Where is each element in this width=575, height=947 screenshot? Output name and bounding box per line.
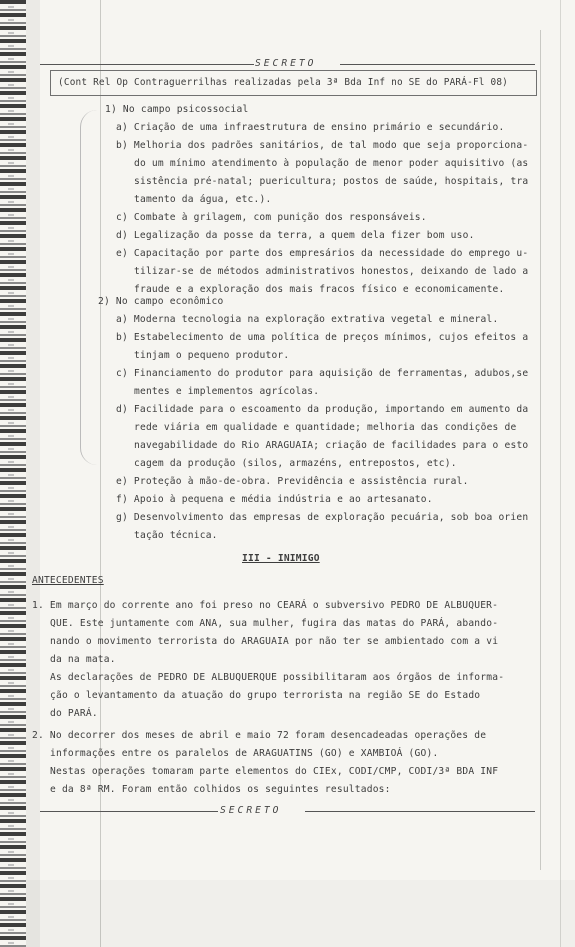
scan-shadow — [26, 880, 575, 947]
text-line: informações entre os paralelos de ARAGUATINS (GO) e XAMBIOÁ (GO). — [50, 748, 439, 759]
text-line: QUE. Este juntamente com ANA, sua mulher, fugira das matas do PARÁ, abando- — [50, 618, 499, 629]
text-line: tamento da água, etc.). — [134, 194, 272, 205]
text-line: da na mata. — [50, 654, 116, 665]
page-ruling — [560, 0, 561, 947]
text-line: tilizar-se de métodos administrativos honestos, deixando de lado a — [134, 266, 529, 277]
spiral-binding — [0, 0, 26, 947]
page-ruling — [540, 30, 541, 870]
text-line: Nestas operações tomaram parte elementos do CIEx, CODI/CMP, CODI/3ª BDA INF — [50, 766, 499, 777]
text-line: tinjam o pequeno produtor. — [134, 350, 290, 361]
text-line: a) Criação de uma infraestrutura de ensino primário e secundário. — [116, 122, 505, 133]
text-line: cagem da produção (silos, armazéns, entrepostos, etc). — [134, 458, 457, 469]
stamp-rule — [340, 64, 535, 65]
text-line: g) Desenvolvimento das empresas de exploração pecuária, sob boa orien — [116, 512, 529, 523]
text-line: 1. Em março do corrente ano foi preso no CEARÁ o subversivo PEDRO DE ALBUQUER- — [32, 600, 499, 611]
text-line: As declarações de PEDRO DE ALBUQUERQUE possibilitaram aos órgãos de informa- — [50, 672, 505, 683]
section-heading: 2) No campo econômico — [98, 296, 224, 307]
text-line: d) Facilidade para o escoamento da produção, importando em aumento da — [116, 404, 529, 415]
text-line: fraude e a exploração dos mais fracos físico e economicamente. — [134, 284, 505, 295]
text-line: nando o movimento terrorista do ARAGUAIA por não ter se ambientado com a vi — [50, 636, 499, 647]
text-line: ção o levantamento da atuação do grupo terrorista na região SE do Estado — [50, 690, 481, 701]
text-line: sistência pré-natal; puericultura; postos de saúde, hospitais, tra — [134, 176, 529, 187]
stamp-rule — [40, 811, 218, 812]
text-line: tação técnica. — [134, 530, 218, 541]
scan-shadow — [26, 0, 40, 947]
text-line: f) Apoio à pequena e média indústria e ao artesanato. — [116, 494, 433, 505]
text-line: 2. No decorrer dos meses de abril e maio 72 foram desencadeadas operações de — [32, 730, 487, 741]
chapter-title: III - INIMIGO — [242, 553, 320, 564]
page-ruling — [100, 0, 101, 947]
classification-top: SECRETO — [255, 58, 317, 69]
subsection-title: ANTECEDENTES — [32, 575, 104, 586]
stamp-rule — [305, 811, 535, 812]
text-line: e) Capacitação por parte dos empresários da necessidade do emprego u- — [116, 248, 529, 259]
text-line: c) Combate à grilagem, com punição dos responsáveis. — [116, 212, 427, 223]
text-line: do PARÁ. — [50, 708, 98, 719]
text-line: b) Melhoria dos padrões sanitários, de tal modo que seja proporciona- — [116, 140, 529, 151]
text-line: c) Financiamento do produtor para aquisição de ferramentas, adubos,se — [116, 368, 529, 379]
text-line: do um mínimo atendimento à população de menor poder aquisitivo (as — [134, 158, 529, 169]
text-line: e da 8ª RM. Foram então colhidos os seguintes resultados: — [50, 784, 391, 795]
stamp-rule — [40, 64, 254, 65]
section-heading: 1) No campo psicossocial — [105, 104, 249, 115]
text-line: e) Proteção à mão-de-obra. Previdência e assistência rural. — [116, 476, 469, 487]
text-line: navegabilidade do Rio ARAGUAIA; criação de facilidades para o esto — [134, 440, 529, 451]
text-line: b) Estabelecimento de uma política de preços mínimos, cujos efeitos a — [116, 332, 529, 343]
classification-bottom: SECRETO — [220, 805, 282, 816]
text-line: rede viária em qualidade e quantidade; melhoria das condições de — [134, 422, 517, 433]
document-header: (Cont Rel Op Contraguerrilhas realizadas pela 3ª Bda Inf no SE do PARÁ-Fl 08) — [58, 77, 509, 88]
text-line: d) Legalização da posse da terra, a quem dela fizer bom uso. — [116, 230, 475, 241]
text-line: a) Moderna tecnologia na exploração extrativa vegetal e mineral. — [116, 314, 499, 325]
text-line: mentes e implementos agrícolas. — [134, 386, 320, 397]
margin-bracket — [80, 110, 97, 465]
